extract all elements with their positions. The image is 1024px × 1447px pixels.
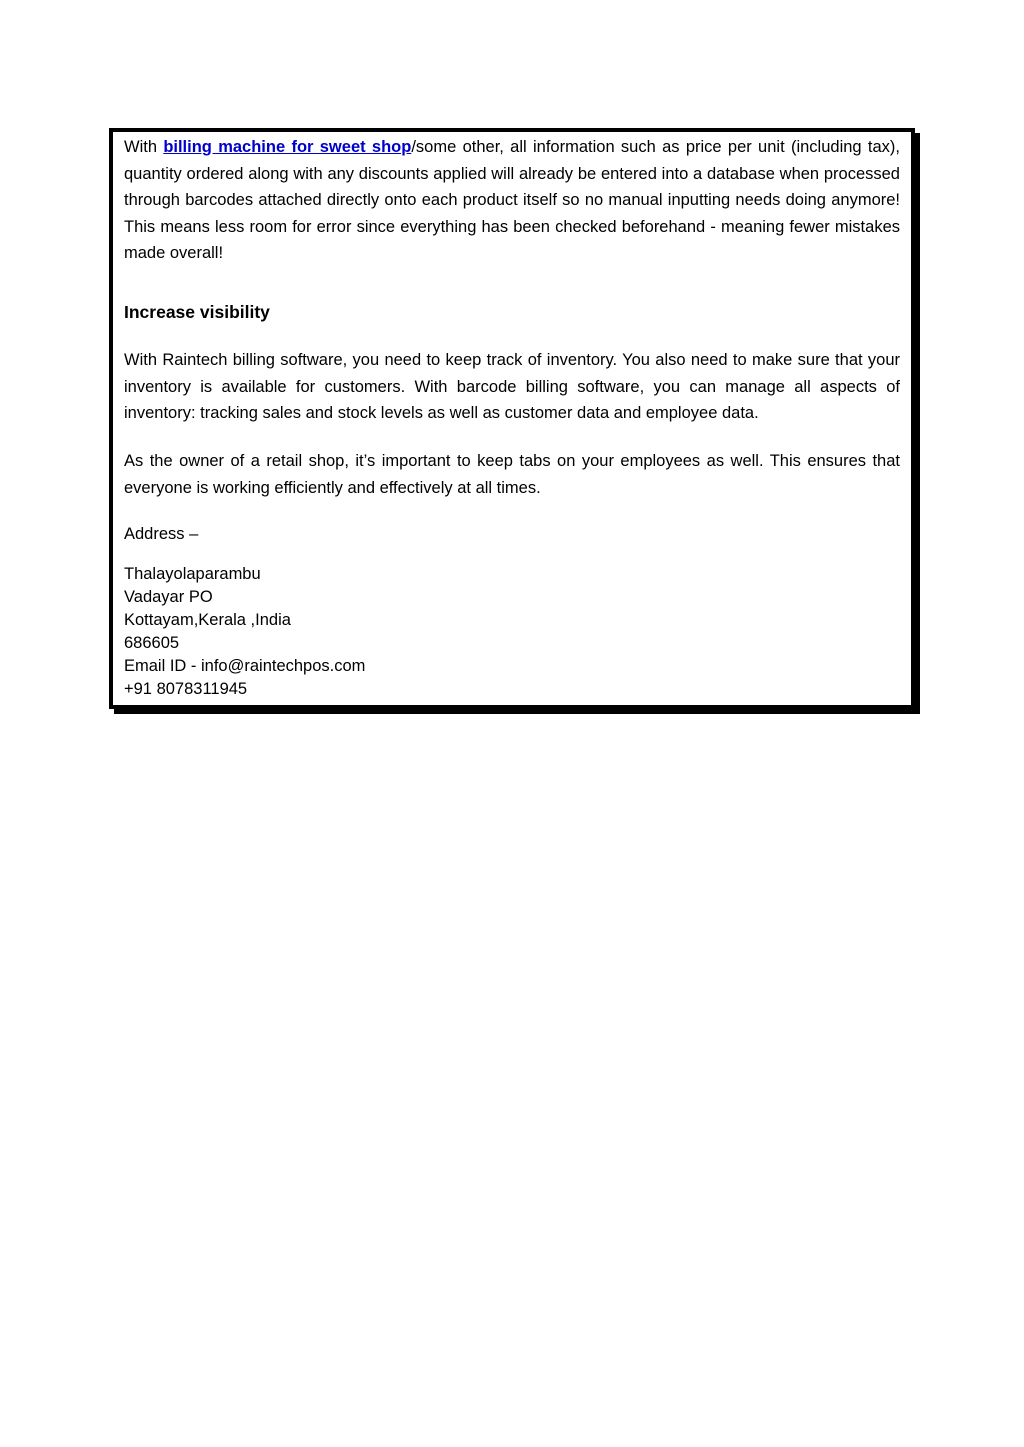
- address-line-city: Kottayam,Kerala ,India: [124, 611, 291, 629]
- billing-machine-link[interactable]: billing machine for sweet shop: [163, 138, 412, 156]
- address-line-street: Thalayolaparambu: [124, 565, 261, 583]
- intro-suffix: /some other, all information such as price per unit (including tax), quantity ordered along with any discounts applied will already be entered into a database when processed through barcodes attached directly onto each product itself so no manual inputting needs doing anymore! This means less room for error since everything has been checked beforehand - meaning fewer mistakes made overall!: [124, 138, 900, 262]
- address-line-po: Vadayar PO: [124, 588, 213, 606]
- intro-paragraph: [124, 134, 900, 267]
- address-label: Address –: [124, 525, 199, 543]
- intro-prefix: With: [124, 138, 164, 156]
- address-line-phone: +91 8078311945: [124, 680, 248, 698]
- inventory-paragraph: With Raintech billing software, you need to keep track of inventory. You also need to make sure that your inventory is available for customers. With barcode billing software, you can manage all aspects of inventory: tracking sales and stock levels as well as customer data and employee data.: [124, 351, 900, 422]
- address-line-email: Email ID - info@raintechpos.com: [124, 657, 366, 675]
- section-heading: Increase visibility: [124, 302, 270, 322]
- address-block: [124, 563, 900, 701]
- employees-paragraph: As the owner of a retail shop, it’s important to keep tabs on your employees as well. This ensures that everyone is working efficiently and effectively at all times.: [124, 452, 900, 497]
- address-line-pincode: 686605: [124, 634, 180, 652]
